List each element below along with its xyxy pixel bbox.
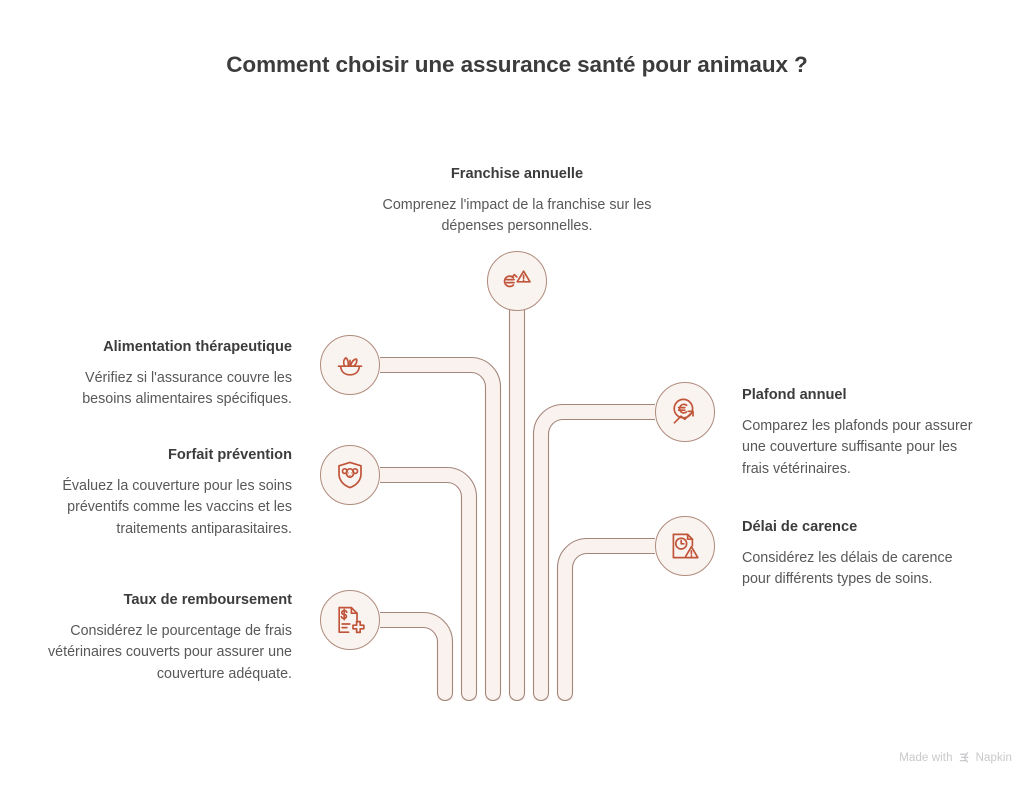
body-delai-de-carence: Considérez les délais de carence pour différents types de soins. bbox=[742, 549, 953, 588]
pipe-remboursement bbox=[380, 613, 453, 701]
node-franchise-annuelle[interactable] bbox=[487, 251, 547, 311]
page-title: Comment choisir une assurance santé pour animaux ? bbox=[226, 52, 808, 77]
shield-pet-face-icon bbox=[333, 458, 367, 492]
euro-growth-arrow-icon bbox=[668, 395, 702, 429]
text-block-delai-de-carence bbox=[742, 518, 982, 591]
body-taux-de-remboursement: Considérez le pourcentage de frais vétérinaires couverts pour assurer une couverture adéquate. bbox=[48, 622, 292, 683]
text-block-taux-de-remboursement bbox=[40, 591, 292, 686]
node-taux-de-remboursement[interactable] bbox=[320, 590, 380, 650]
heading-franchise-annuelle: Franchise annuelle bbox=[450, 166, 584, 182]
heading-delai-de-carence: Délai de carence bbox=[742, 519, 858, 535]
pipe-prevention bbox=[380, 468, 477, 701]
node-forfait-prevention[interactable] bbox=[320, 445, 380, 505]
node-delai-de-carence[interactable] bbox=[655, 516, 715, 576]
heading-plafond-annuel: Plafond annuel bbox=[742, 387, 847, 403]
pipe-carence bbox=[558, 539, 656, 701]
body-franchise-annuelle: Comprenez l'impact de la franchise sur les dépenses personnelles. bbox=[382, 196, 652, 235]
made-with-label: Made with bbox=[899, 751, 953, 764]
napkin-logo-icon bbox=[958, 751, 971, 764]
heading-forfait-prevention: Forfait prévention bbox=[167, 447, 292, 463]
euro-arrow-warning-icon bbox=[500, 264, 534, 298]
body-alimentation-therapeutique: Vérifiez si l'assurance couvre les besoins alimentaires spécifiques. bbox=[82, 369, 292, 408]
napkin-watermark bbox=[899, 751, 1012, 764]
napkin-brand-label: Napkin bbox=[975, 751, 1012, 764]
text-block-plafond-annuel bbox=[742, 386, 982, 481]
heading-taux-de-remboursement: Taux de remboursement bbox=[123, 592, 292, 608]
invoice-dollar-cross-icon bbox=[333, 603, 367, 637]
heading-alimentation-therapeutique: Alimentation thérapeutique bbox=[103, 339, 292, 355]
food-bowl-icon bbox=[333, 348, 367, 382]
text-block-franchise-annuelle bbox=[367, 165, 667, 238]
text-block-forfait-prevention bbox=[40, 446, 292, 541]
text-block-alimentation-therapeutique bbox=[40, 338, 292, 411]
body-forfait-prevention: Évaluez la couverture pour les soins préventifs comme les vaccins et les traitements antiparasitaires. bbox=[62, 477, 292, 538]
document-clock-warning-icon bbox=[668, 529, 702, 563]
pipe-franchise bbox=[510, 310, 525, 701]
node-plafond-annuel[interactable] bbox=[655, 382, 715, 442]
node-alimentation-therapeutique[interactable] bbox=[320, 335, 380, 395]
body-plafond-annuel: Comparez les plafonds pour assurer une couverture suffisante pour les frais vétérinaires. bbox=[742, 417, 973, 478]
